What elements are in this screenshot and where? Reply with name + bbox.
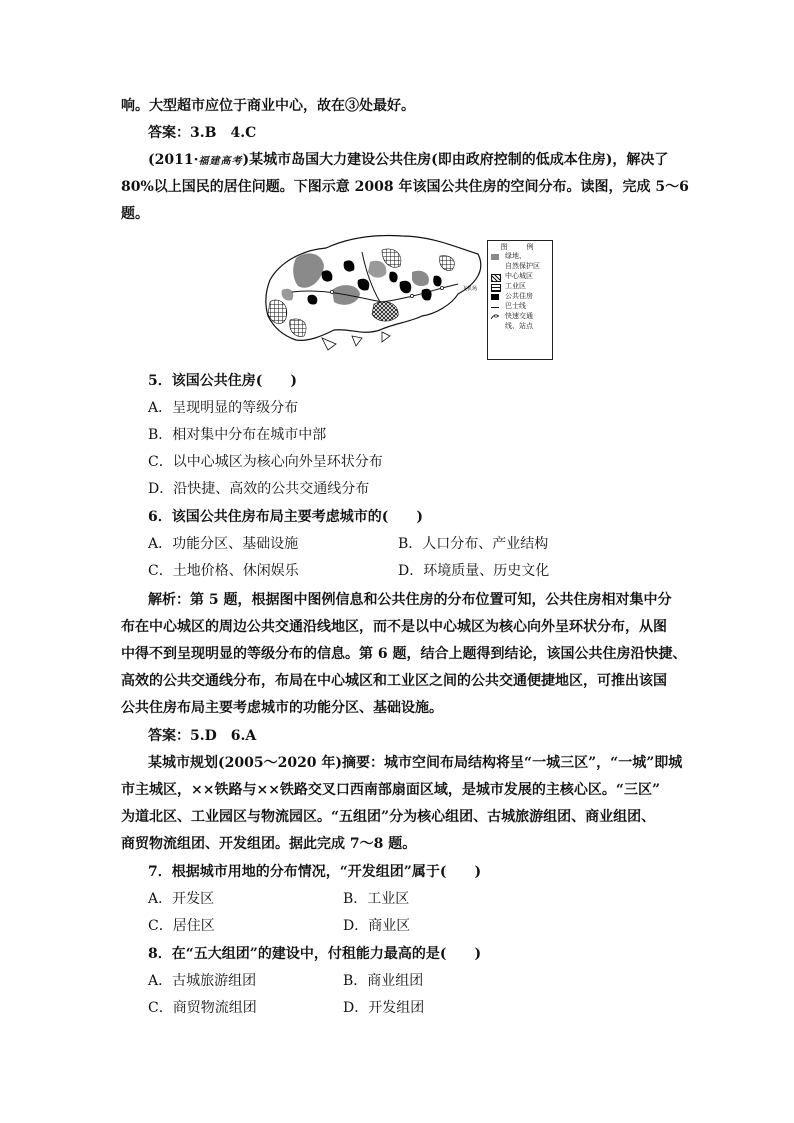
legend-label: 巴士线: [505, 302, 526, 310]
legend-item: [491, 252, 552, 262]
legend-label: 中心城区: [505, 272, 533, 280]
legend-item: [491, 292, 552, 302]
q5-option-a: A．呈现明显的等级分布: [148, 400, 299, 416]
text-line: 80%以上国民的居住问题。下图示意 2008 年该国公共住房的空间分布。读图，完成 5～6: [121, 179, 689, 195]
question-6-stem: 6．该国公共住房布局主要考虑城市的( ): [148, 509, 423, 525]
answer-line: 答案：3.B 4.C: [148, 125, 257, 141]
legend-label: 公共住房: [505, 292, 533, 300]
legend-item: [491, 262, 552, 272]
legend-label: 快速交通: [505, 312, 533, 320]
legend-item: [491, 322, 552, 332]
analysis-line: 中得不到呈现明显的等级分布的信息。第 6 题，结合上题得到结论，该国公共住房沿快捷、: [121, 646, 687, 662]
q5-option-c: C．以中心城区为核心向外呈环状分布: [148, 454, 383, 470]
black-swatch-icon: [491, 294, 499, 300]
q8-option-c: C．商贸物流组团: [148, 1000, 257, 1016]
q5-option-d: D．沿快捷、高效的公共交通线分布: [148, 481, 370, 497]
q7-option-c: C．居住区: [148, 918, 215, 934]
grid-swatch-icon: [491, 284, 501, 292]
legend-item: [491, 272, 552, 282]
airport-label: 飞机场: [462, 286, 478, 292]
q8-option-d: D．开发组团: [343, 1000, 425, 1016]
q6-option-a: A．功能分区、基础设施: [148, 536, 299, 552]
bus-line-icon: [491, 307, 499, 308]
question-7-stem: 7．根据城市用地的分布情况，“开发组团”属于( ): [148, 864, 482, 880]
q7-option-d: D．商业区: [343, 918, 411, 934]
question-5-stem: 5．该国公共住房( ): [148, 373, 297, 389]
question-8-stem: 8．在“五大组团”的建设中，付租能力最高的是( ): [148, 946, 482, 962]
q8-option-b: B．商业组团: [343, 973, 424, 989]
gray-swatch-icon: [491, 254, 499, 260]
text-line: 题。: [121, 206, 149, 222]
legend-item: [491, 312, 552, 322]
q7-option-b: B．工业区: [343, 891, 410, 907]
answer-line: 答案：5.D 6.A: [148, 728, 257, 744]
source-prefix: (2011·: [148, 152, 199, 168]
legend-label: 线、站点: [505, 322, 533, 330]
analysis-line: 高效的公共交通线分布，布局在中心城区和工业区之间的公共交通便捷地区，可推出该国: [121, 673, 667, 689]
q6-option-b: B．人口分布、产业结构: [398, 536, 549, 552]
q6-option-d: D．环境质量、历史文化: [398, 563, 550, 579]
text-line: 响。大型超市应位于商业中心，故在③处最好。: [121, 98, 415, 114]
passage-line: 为道北区、工业园区与物流园区。“五组团”分为核心组团、古城旅游组团、商业组团、: [121, 809, 656, 825]
analysis-line: 布在中心城区的周边公共交通沿线地区，而不是以中心城区为核心向外呈环状分布，从图: [121, 619, 667, 635]
legend-item: [491, 302, 552, 312]
q6-option-c: C．土地价格、休闲娱乐: [148, 563, 299, 579]
passage-line: 某城市规划(2005～2020 年)摘要：城市空间布局结构将呈“一城三区”，“一城”即城: [148, 755, 683, 771]
legend-label: 绿地、: [505, 252, 526, 260]
passage-line: 市主城区，××铁路与××铁路交叉口西南部扇面区域，是城市发展的主核心区。“三区”: [121, 782, 661, 798]
source-label: 福建高考: [198, 156, 243, 167]
passage-line: 商贸物流组团、开发组团。据此完成 7～8 题。: [121, 836, 417, 852]
cross-swatch-icon: [491, 274, 501, 282]
q7-option-a: A．开发区: [148, 891, 215, 907]
source-text: )某城市岛国大力建设公共住房(即由政府控制的低成本住房)，解决了: [242, 152, 669, 168]
q8-option-a: A．古城旅游组团: [148, 973, 257, 989]
analysis-line: 解析：第 5 题，根据图中图例信息和公共住房的分布位置可知，公共住房相对集中分: [148, 592, 672, 608]
legend-title: 图 例: [500, 243, 540, 251]
analysis-line: 公共住房布局主要考虑城市的功能分区、基础设施。: [121, 700, 443, 716]
legend-label: 工业区: [505, 282, 526, 290]
map-legend: [487, 240, 553, 360]
legend-label: 自然保护区: [505, 262, 540, 270]
source-line: [148, 150, 668, 172]
legend-item: [491, 282, 552, 292]
q5-option-b: B．相对集中分布在城市中部: [148, 427, 327, 443]
transit-line-icon: [491, 313, 499, 319]
